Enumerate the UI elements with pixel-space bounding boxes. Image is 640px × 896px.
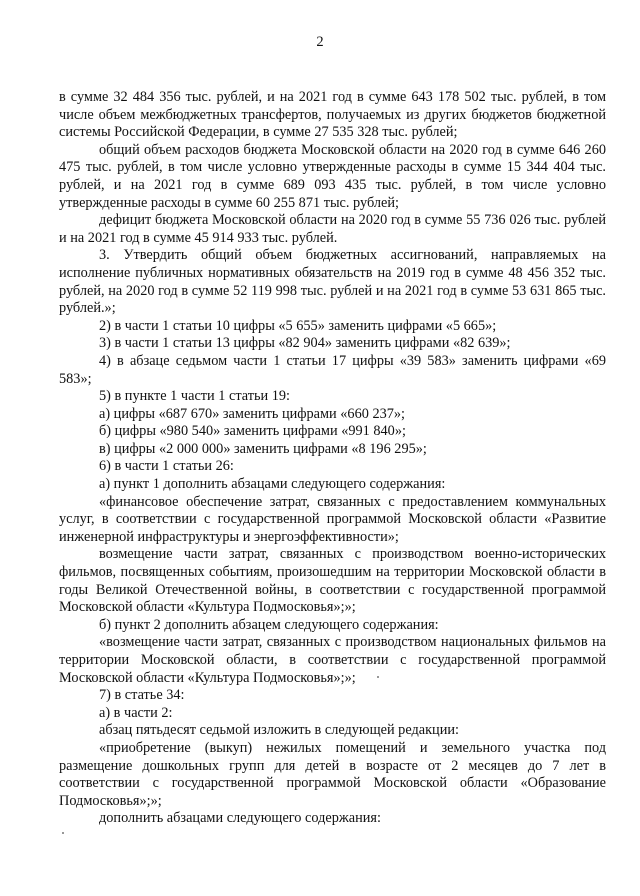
paragraph-item-2: 2) в части 1 статьи 10 цифры «5 655» заменить цифрами «5 665»; — [99, 317, 497, 334]
paragraph-item-4: 4) в абзаце седьмом части 1 статьи 17 цифры «39 583» заменить цифрами «69 583»; — [59, 352, 606, 387]
paragraph-57th-abzac: абзац пятьдесят седьмой изложить в следующей редакции: — [99, 722, 459, 739]
paragraph-revenue-continued: в сумме 32 484 356 тыс. рублей, и на 2021 год в сумме 643 178 502 тыс. рублей, в том числе объем межбюджетных трансфертов, получаемых из других бюджетов бюджетной системы Российской Федерации, в сумме 27 535 328 тыс. рублей; — [59, 89, 606, 141]
paragraph-item-6b: б) пункт 2 дополнить абзацем следующего содержания: — [99, 616, 439, 633]
paragraph-item-6: 6) в части 1 статьи 26: — [99, 458, 234, 475]
paragraph-item-5v: в) цифры «2 000 000» заменить цифрами «8 196 295»; — [99, 440, 427, 457]
paragraph-item-7a: а) в части 2: — [99, 704, 173, 721]
paragraph-military-films: возмещение части затрат, связанных с производством военно-исторических фильмов, посвященных событиям, произошедшим на территории Московской области в годы Великой Отечественной войны, в соответствии с государственной программой Московской области «Культура Подмосковья»;»; — [59, 546, 606, 616]
paragraph-utilities: «финансовое обеспечение затрат, связанных с предоставлением коммунальных услуг, в соответствии с государственной программой Московской области «Развитие инженерной инфраструктуры и энергоэффективности»; — [59, 493, 606, 545]
paragraph-supplement: дополнить абзацами следующего содержания: — [99, 810, 381, 827]
scan-speck — [62, 832, 64, 834]
paragraph-item-3-article-13: 3) в части 1 статьи 13 цифры «82 904» заменить цифрами «82 639»; — [99, 335, 511, 352]
paragraph-item-5: 5) в пункте 1 части 1 статьи 19: — [99, 388, 290, 405]
paragraph-item-3: 3. Утвердить общий объем бюджетных ассигнований, направляемых на исполнение публичных нормативных обязательств на 2019 год в сумме 48 456 352 тыс. рублей, на 2020 год в сумме 52 119 998 тыс. рублей и на 2021 год в сумме 53 631 865 тыс. рублей.»; — [59, 247, 606, 317]
paragraph-item-6a: а) пункт 1 дополнить абзацами следующего содержания: — [99, 476, 446, 493]
paragraph-item-5b: б) цифры «980 540» заменить цифрами «991 840»; — [99, 423, 406, 440]
page-number: 2 — [316, 34, 324, 50]
paragraph-preschool: «приобретение (выкуп) нежилых помещений и земельного участка под размещение дошкольных групп для детей в возрасте от 2 месяцев до 7 лет в соответствии с государственной программой Московской области «Образование Подмосковья»;»; — [59, 739, 606, 809]
paragraph-national-films: «возмещение части затрат, связанных с производством национальных фильмов на территории Московской области, в соответствии с государственной программой Московской области «Культура Подмосковья»;»; — [59, 634, 606, 686]
document-body — [59, 89, 606, 828]
paragraph-item-5a: а) цифры «687 670» заменить цифрами «660 237»; — [99, 405, 406, 422]
paragraph-item-7: 7) в статье 34: — [99, 687, 185, 704]
paragraph-deficit: дефицит бюджета Московской области на 2020 год в сумме 55 736 026 тыс. рублей и на 2021 год в сумме 45 914 933 тыс. рублей. — [59, 212, 606, 246]
paragraph-expenditures: общий объем расходов бюджета Московской области на 2020 год в сумме 646 260 475 тыс. рублей, в том числе условно утвержденные расходы в сумме 15 344 404 тыс. рублей, и на 2021 год в сумме 689 093 435 тыс. рублей, в том числе условно утвержденные расходы в сумме 60 255 871 тыс. рублей; — [59, 141, 606, 211]
scan-speck — [377, 676, 379, 678]
